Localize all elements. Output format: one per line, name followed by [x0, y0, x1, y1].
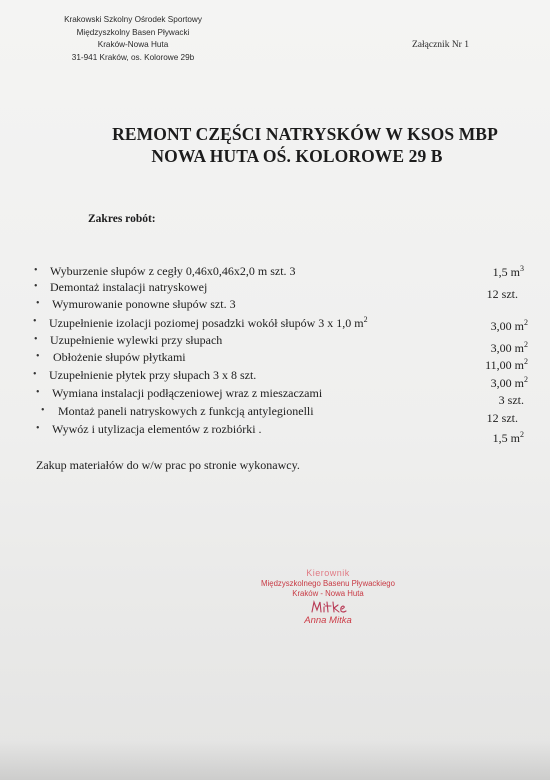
list-bullet: •: [33, 316, 37, 327]
scope-item-quantity: 3,00 $m^2$: [490, 318, 528, 333]
scope-item-text: Wyburzenie słupów z cegły 0,46x0,46x2,0 m szt. 3: [50, 264, 296, 278]
document-title-line-2: NOWA HUTA OŚ. KOLOROWE 29 B: [151, 146, 443, 166]
scope-label: Zakres robót:: [88, 213, 156, 225]
stamp-location: Kraków - Nowa Huta: [292, 589, 364, 598]
manager-stamp: [258, 568, 398, 627]
list-bullet: •: [34, 265, 38, 276]
scope-item-text: Demontaż instalacji natryskowej: [50, 280, 208, 294]
scope-item-text: Uzupełnienie wylewki przy słupach: [50, 333, 223, 347]
stamp-title: Kierownik: [306, 568, 350, 578]
list-bullet: •: [36, 387, 40, 398]
scope-item-text: Obłożenie słupów płytkami: [53, 350, 186, 364]
scope-item-quantity: 12 szt.: [486, 411, 518, 425]
scope-item-text: Wywóz i utylizacja elementów z rozbiórki .: [52, 422, 262, 436]
stamp-line-3: Kraków-Nowa Huta: [97, 40, 169, 49]
stamp-line-2: Międzyszkolny Basen Pływacki: [76, 27, 190, 37]
list-bullet: •: [34, 281, 38, 292]
scope-item-quantity: 3,00 $m^2$: [490, 340, 528, 355]
scope-item-quantity: 12 szt.: [486, 287, 518, 301]
list-bullet: •: [33, 369, 37, 380]
scope-item-quantity: 1,5 $m^3$: [492, 264, 524, 279]
list-bullet: •: [36, 351, 40, 362]
scope-item-quantity: 11,00 $m^2$: [485, 357, 528, 372]
scope-item-text: Wymiana instalacji podłączeniowej wraz z mieszaczami: [52, 386, 323, 400]
scope-item-text: Wymurowanie ponowne słupów szt. 3: [52, 297, 236, 311]
signatory-name: Anna Mitka: [304, 615, 352, 626]
stamp-institution: Międzyszkolnego Basenu Pływackiego: [261, 579, 395, 588]
scope-item-quantity: 3,00 $m^2$: [490, 375, 528, 390]
page-shadow: [0, 740, 550, 780]
scope-item-text: Uzupełnienie izolacji poziomej posadzki wokół słupów 3 x 1,0 $m^2$: [49, 315, 368, 330]
list-bullet: •: [36, 423, 40, 434]
scope-item-quantity: 3 szt.: [498, 393, 524, 407]
list-bullet: •: [41, 405, 45, 416]
scope-item-text: Montaż paneli natryskowych z funkcją antylegionelli: [58, 404, 314, 418]
list-bullet: •: [34, 334, 38, 345]
list-bullet: •: [36, 298, 40, 309]
stamp-line-4: 31-941 Kraków, os. Kolorowe 29b: [71, 52, 195, 62]
document-title-line-1: REMONT CZĘŚCI NATRYSKÓW W KSOS MBP: [112, 124, 498, 144]
handwritten-signature: [308, 599, 348, 615]
purchase-note: Zakup materiałów do w/w prac po stronie wykonawcy.: [36, 458, 300, 472]
scope-item-text: Uzupełnienie płytek przy słupach 3 x 8 szt.: [49, 368, 257, 382]
stamp-line-1: Krakowski Szkolny Ośrodek Sportowy: [64, 15, 202, 24]
annex-label: Załącznik Nr 1: [412, 40, 469, 50]
scope-item-quantity: 1,5 $m^2$: [492, 430, 524, 445]
